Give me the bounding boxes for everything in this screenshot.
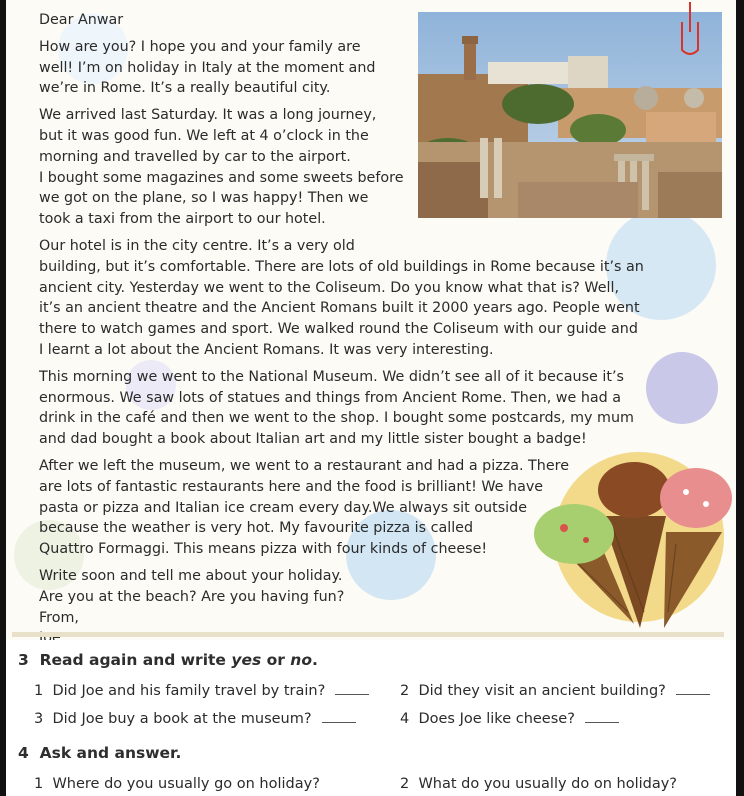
letter-line: I learnt a lot about the Ancient Romans. It was very interesting. — [39, 341, 494, 358]
right-edge — [736, 0, 744, 796]
letter-line: took a taxi from the airport to our hotel. — [39, 211, 326, 228]
letter-line: morning and travelled by car to the airport. — [39, 148, 351, 165]
question-text: Where do you usually go on holiday? — [52, 776, 320, 792]
question-text: Did they visit an ancient building? — [418, 683, 666, 699]
question-number: 2 — [400, 683, 410, 699]
letter-line: but it was good fun. We left at 4 o’clock in the — [39, 127, 369, 144]
exercise-keyword: no — [290, 651, 312, 669]
letter-line: enormous. We saw lots of statues and things from Ancient Rome. Then, we had a — [39, 389, 622, 406]
letter-line: Our hotel is in the city centre. It’s a very old — [39, 237, 355, 254]
letter-paragraph — [39, 566, 649, 640]
section-divider — [12, 632, 724, 637]
letter-line: well! I’m on holiday in Italy at the moment and — [39, 59, 376, 76]
letter-line: there to watch games and sport. We walked round the Coliseum with our guide and — [39, 321, 638, 338]
exercise-title: Ask and answer. — [39, 744, 182, 762]
letter-body — [39, 10, 649, 640]
answer-blank[interactable] — [585, 710, 619, 723]
question-item — [400, 682, 710, 699]
question-text: What do you usually do on holiday? — [418, 776, 678, 792]
letter-line: ancient city. Yesterday we went to the Coliseum. Do you know what that is? Well, — [39, 279, 620, 296]
letter-line: Write soon and tell me about your holiday. — [39, 567, 343, 584]
exercise-number: 4 — [18, 744, 29, 762]
answer-blank[interactable] — [676, 682, 710, 695]
decorative-bubble — [646, 352, 718, 424]
letter-line: Are you at the beach? Are you having fun? — [39, 588, 345, 605]
question-item — [34, 776, 320, 792]
letter-line: it’s an ancient theatre and the Ancient Romans built it 2000 years ago. People went — [39, 300, 640, 317]
question-number: 3 — [34, 711, 44, 727]
letter-sign-off: From, — [39, 609, 79, 626]
question-item — [400, 710, 619, 727]
letter-line: I bought some magazines and some sweets before — [39, 169, 404, 186]
question-text: Does Joe like cheese? — [418, 711, 575, 727]
exercise-title: . — [311, 651, 318, 669]
letter-greeting: Dear Anwar — [39, 12, 124, 28]
answer-blank[interactable] — [322, 710, 356, 723]
letter-line: we’re in Rome. It’s a really beautiful city. — [39, 80, 331, 97]
letter-paragraph — [39, 236, 649, 361]
answer-blank[interactable] — [335, 682, 369, 695]
letter-paragraph — [39, 105, 649, 230]
exercise-keyword: yes — [231, 651, 262, 669]
letter-line: because the weather is very hot. My favourite pizza is called — [39, 520, 474, 537]
letter-panel — [6, 0, 736, 640]
exercise-4-heading — [18, 744, 181, 762]
letter-line: After we left the museum, we went to a restaurant and had a pizza. There — [39, 457, 569, 474]
letter-paragraph — [39, 367, 649, 450]
exercise-3-heading — [18, 651, 318, 669]
question-text: Did Joe and his family travel by train? — [52, 683, 326, 699]
exercise-title: Read again and write — [39, 651, 232, 669]
letter-line: we got on the plane, so I was happy! Then we — [39, 190, 369, 207]
letter-line: This morning we went to the National Museum. We didn’t see all of it because it’s — [39, 368, 624, 385]
letter-line: pasta or pizza and Italian ice cream every day.We always sit outside — [39, 499, 527, 516]
letter-line: and dad bought a book about Italian art and my little sister bought a badge! — [39, 431, 587, 448]
question-item — [34, 710, 356, 727]
question-number: 1 — [34, 683, 44, 699]
question-number: 2 — [400, 776, 410, 792]
question-text: Did Joe buy a book at the museum? — [52, 711, 312, 727]
red-caret-mark — [678, 2, 702, 62]
question-item — [34, 682, 369, 699]
question-item — [400, 776, 677, 792]
letter-paragraph — [39, 456, 649, 560]
letter-paragraph — [39, 37, 649, 99]
question-number: 4 — [400, 711, 410, 727]
letter-line: are lots of fantastic restaurants here and the food is brilliant! We have — [39, 478, 544, 495]
exercise-title: or — [261, 651, 291, 669]
letter-line: building, but it’s comfortable. There are lots of old buildings in Rome because it’s an — [39, 258, 644, 275]
question-number: 1 — [34, 776, 44, 792]
letter-line: drink in the café and then we went to the shop. I bought some postcards, my mum — [39, 410, 634, 427]
letter-line: How are you? I hope you and your family are — [39, 38, 361, 55]
letter-line: We arrived last Saturday. It was a long journey, — [39, 107, 377, 124]
exercise-number: 3 — [18, 651, 29, 669]
letter-line: Quattro Formaggi. This means pizza with four kinds of cheese! — [39, 541, 488, 558]
